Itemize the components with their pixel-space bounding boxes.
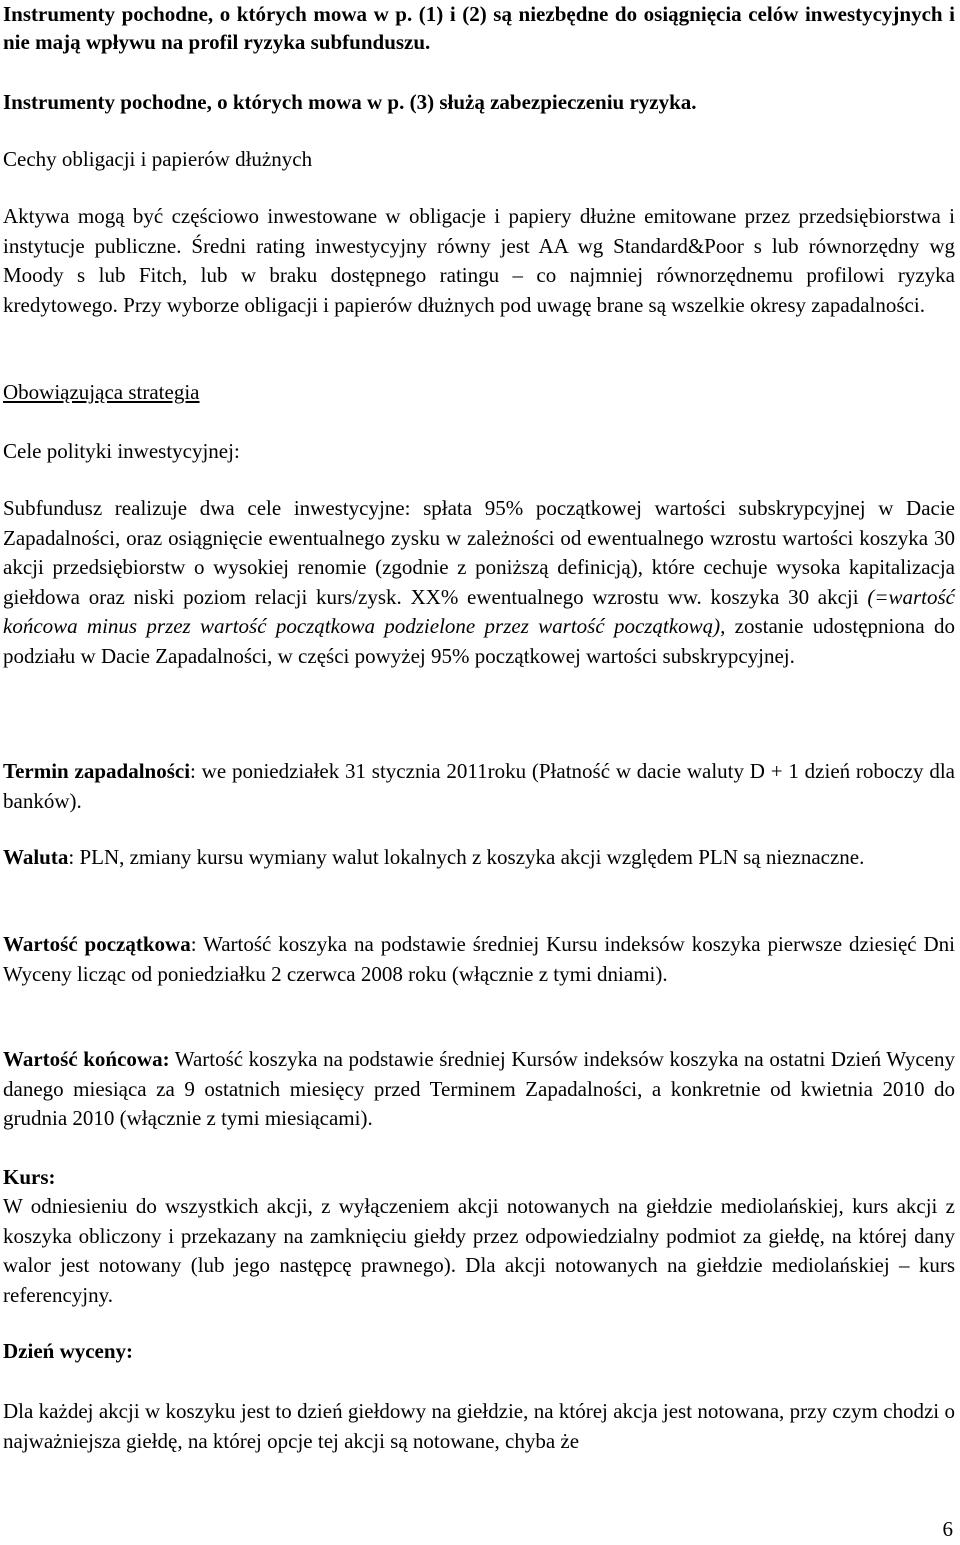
rate-paragraph: W odniesieniu do wszystkich akcji, z wyłączeniem akcji notowanych na giełdzie mediolańskiej, kurs akcji z koszyka obliczony i przekazany na zamknięciu giełdy przez odpowiedzialny podmiot za giełdę, na której dany walor jest notowany (lub jego następcę prawnego). Dla akcji notowanych na giełdzie mediolańskiej – kurs referencyjny. (3, 1194, 955, 1307)
strategy-text-formula: (=wartość końcowa minus przez wartość początkowa podzielone przez wartość początkową), (3, 584, 955, 638)
strategy-text-b: zostanie udostępniona do podziału w Dacie Zapadalności, w części powyżej 95% początkowej wartości subskrypcyjnej. (3, 614, 955, 668)
intro-derivatives-purpose: Instrumenty pochodne, o których mowa w p. (1) i (2) są niezbędne do osiągnięcia celów inwestycyjnych i nie mają wpływu na profil ryzyka subfunduszu. (3, 2, 955, 54)
currency-text: : PLN, zmiany kursu wymiany walut lokalnych z koszyka akcji względem PLN są nieznaczne. (68, 845, 865, 869)
bonds-paragraph: Aktywa mogą być częściowo inwestowane w obligacje i papiery dłużne emitowane przez przedsiębiorstwa i instytucje publiczne. Średni rating inwestycyjny równy jest AA wg Standard&Poor s lub równorzędny wg Moody s lub Fitch, lub w braku dostępnego ratingu – co najmniej równorzędnemu profilowi ryzyka kredytowego. Przy wyborze obligacji i papierów dłużnych pod uwagę brane są wszelkie okresy zapadalności. (3, 204, 955, 317)
final-value-paragraph (3, 1045, 955, 1134)
bonds-heading: Cechy obligacji i papierów dłużnych (3, 147, 313, 171)
initial-value-paragraph (3, 930, 955, 989)
currency-paragraph (3, 843, 955, 873)
final-value-text: Wartość koszyka na podstawie średniej Kursów indeksów koszyka na ostatni Dzień Wyceny danego miesiąca za 9 ostatnich miesięcy przed Terminem Zapadalności, a konkretnie od kwietnia 2010 do grudnia 2010 (włącznie z tymi miesiącami). (3, 1047, 955, 1130)
initial-value-label: Wartość początkowa (3, 932, 191, 956)
maturity-paragraph (3, 757, 955, 816)
strategy-heading: Obowiązująca strategia (3, 380, 200, 404)
page-number: 6 (942, 1517, 953, 1541)
rate-heading: Kurs: (3, 1165, 56, 1189)
intro-derivatives-hedging: Instrumenty pochodne, o których mowa w p. (3) służą zabezpieczeniu ryzyka. (3, 90, 697, 114)
maturity-text: : we poniedziałek 31 stycznia 2011roku (Płatność w dacie waluty D + 1 dzień roboczy dla banków). (3, 759, 955, 813)
strategy-text-a: Subfundusz realizuje dwa cele inwestycyjne: spłata 95% początkowej wartości subskrypcyjnej w Dacie Zapadalności, oraz osiągnięcie ewentualnego zysku w zależności od ewentualnego wzrostu wartości koszyka 30 akcji przedsiębiorstw o wysokiej renomie (zgodnie z poniższą definicją), które cechuje wysoka kapitalizacja giełdowa oraz niski poziom relacji kurs/zysk. XX% ewentualnego wzrostu ww. koszyka 30 akcji (3, 496, 955, 609)
final-value-label: Wartość końcowa: (3, 1047, 170, 1071)
currency-label: Waluta (3, 845, 69, 869)
valuation-day-heading: Dzień wyceny: (3, 1339, 134, 1363)
valuation-day-paragraph: Dla każdej akcji w koszyku jest to dzień giełdowy na giełdzie, na której akcja jest notowana, przy czym chodzi o najważniejsza giełdę, na której opcje tej akcji są notowane, chyba że (3, 1399, 955, 1453)
initial-value-text: : Wartość koszyka na podstawie średniej Kursu indeksów koszyka pierwsze dziesięć Dni Wyceny licząc od poniedziałku 2 czerwca 2008 roku (włącznie z tymi dniami). (3, 932, 956, 986)
strategy-paragraph (3, 494, 955, 671)
strategy-subheading: Cele polityki inwestycyjnej: (3, 439, 240, 463)
maturity-label: Termin zapadalności (3, 759, 191, 783)
